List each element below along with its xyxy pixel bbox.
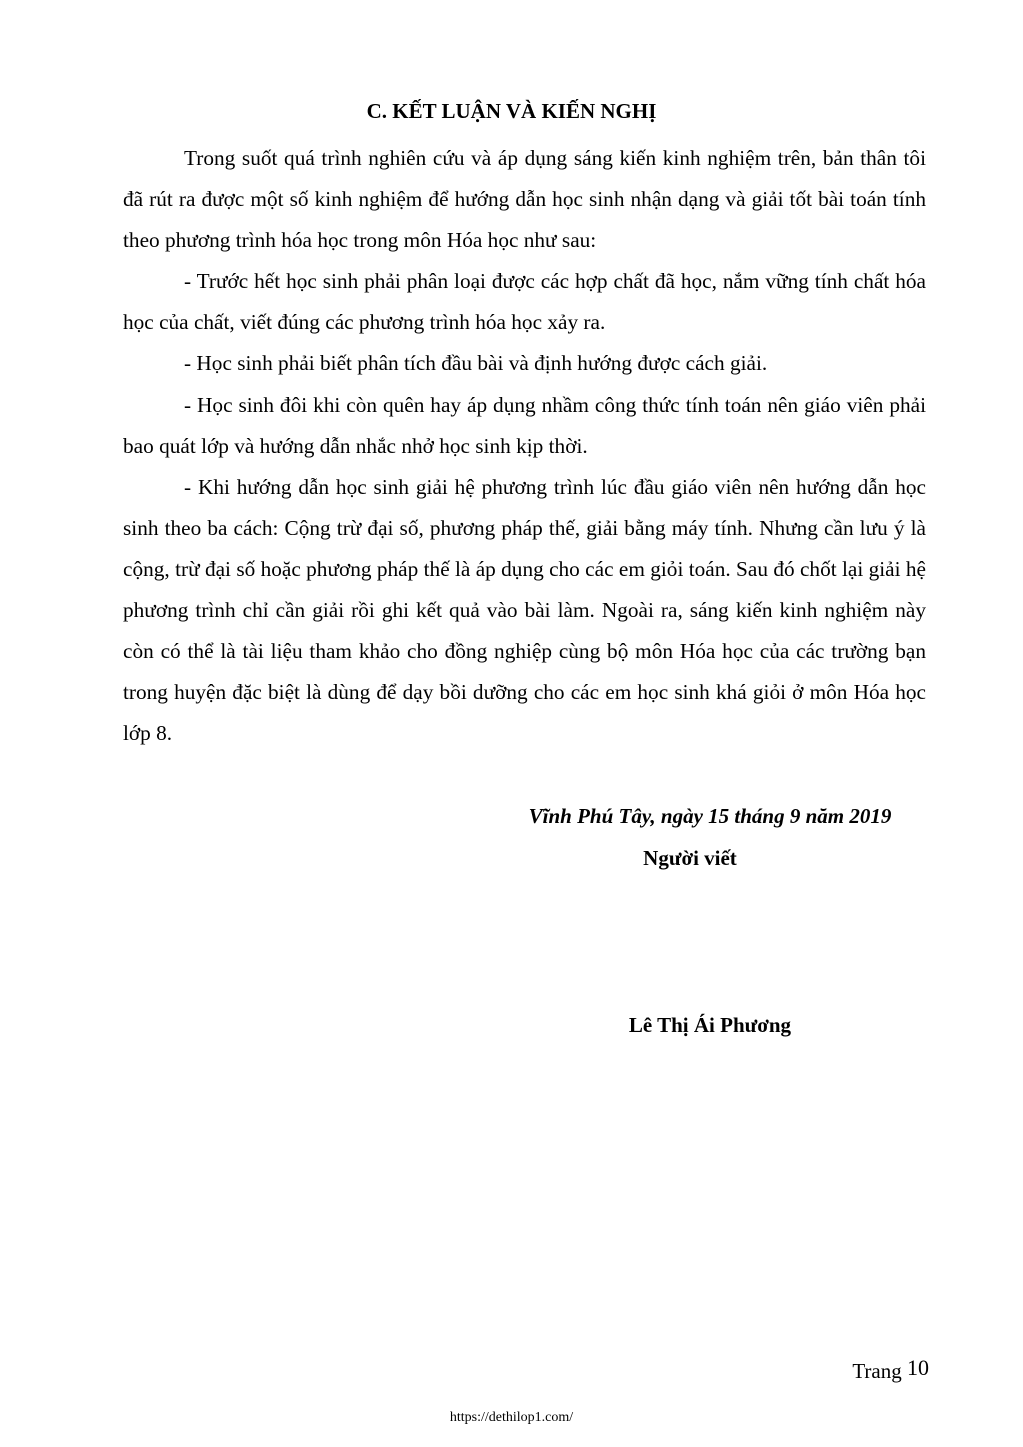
paragraph-point-3: - Học sinh đôi khi còn quên hay áp dụng nhầm công thức tính toán nên giáo viên phải bao quát lớp và hướng dẫn nhắc nhở học sinh kịp thời. [123, 392, 926, 458]
signature-name: Lê Thị Ái Phương [628, 1013, 792, 1037]
signature-role: Người viết [643, 846, 737, 870]
paragraph-point-4: - Khi hướng dẫn học sinh giải hệ phương trình lúc đầu giáo viên nên hướng dẫn học sinh theo ba cách: Cộng trừ đại số, phương pháp thế, giải bằng máy tính. Nhưng cần lưu ý là cộng, trừ đại số hoặc phương pháp thế là áp dụng cho các em giỏi toán. Sau đó chốt lại giải hệ phương trình chỉ cần giải rồi ghi kết quả vào bài làm. Ngoài ra, sáng kiến kinh nghiệm này còn có thể là tài liệu tham khảo cho đồng nghiệp cùng bộ môn Hóa học của các trường bạn trong huyện đặc biệt là dùng để dạy bồi dưỡng cho các em học sinh khá giỏi ở môn Hóa học lớp 8. [123, 474, 926, 746]
paragraph-point-1: - Trước hết học sinh phải phân loại được các hợp chất đã học, nắm vững tính chất hóa học của chất, viết đúng các phương trình hóa học xảy ra. [123, 269, 926, 335]
body-text [123, 138, 926, 754]
signature-place-date: Vĩnh Phú Tây, ngày 15 tháng 9 năm 2019 [528, 804, 892, 828]
paragraph-point-2: - Học sinh phải biết phân tích đầu bài và định hướng được cách giải. [184, 351, 768, 376]
page-number-label: Trang [852, 1359, 902, 1383]
page-number-value: 10 [907, 1355, 929, 1380]
paragraph-intro: Trong suốt quá trình nghiên cứu và áp dụng sáng kiến kinh nghiệm trên, bản thân tôi đã rút ra được một số kinh nghiệm để hướng dẫn học sinh nhận dạng và giải tốt bài toán tính theo phương trình hóa học trong môn Hóa học như sau: [123, 146, 926, 253]
section-heading: C. KẾT LUẬN VÀ KIẾN NGHỊ [366, 99, 657, 123]
footer-url[interactable]: https://dethilop1.com/ [449, 1410, 574, 1425]
page-number [852, 1356, 929, 1386]
